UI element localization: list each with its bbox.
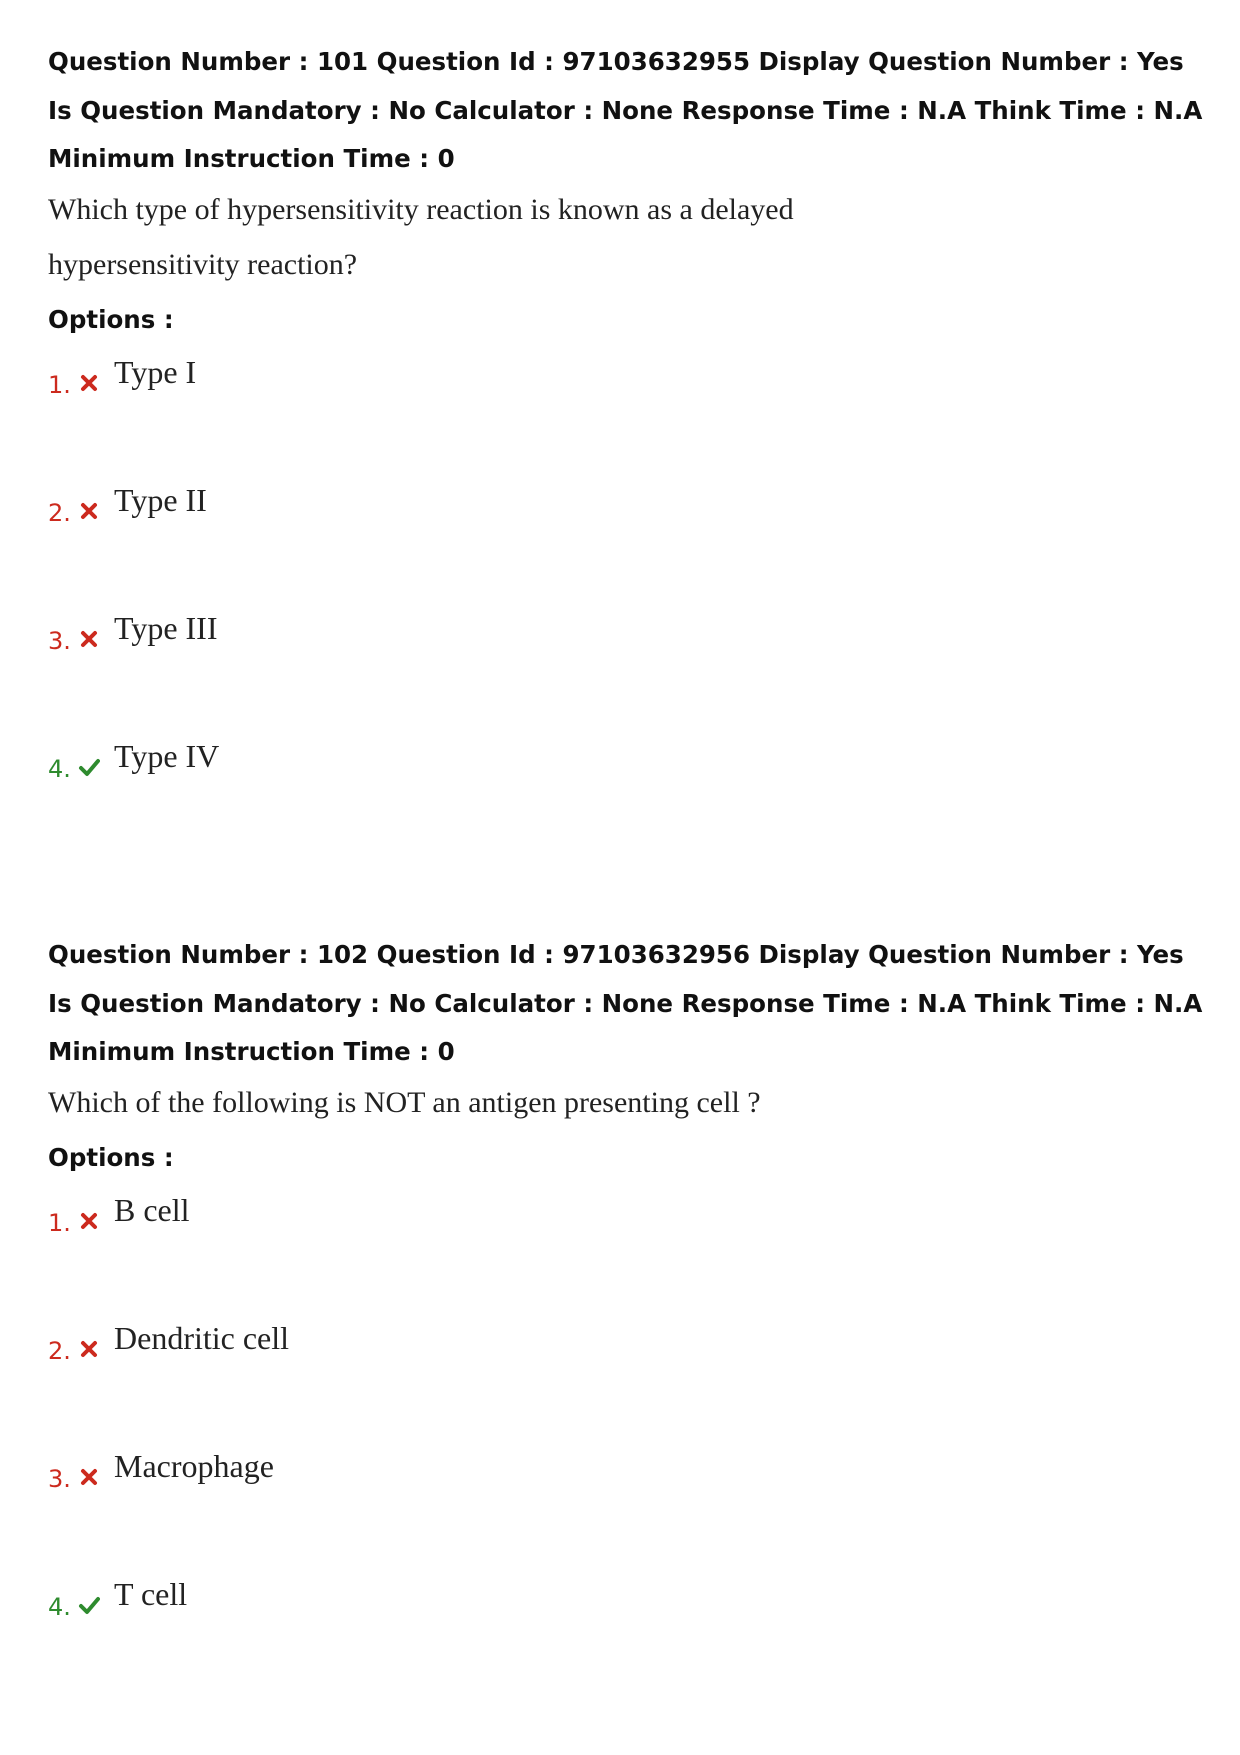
option-number: 2. (48, 1336, 71, 1365)
cross-icon (78, 628, 100, 650)
option-item (48, 1572, 1208, 1700)
question-text: Which type of hypersensitivity reaction is known as a delayed hypersensitivity reaction? (48, 192, 794, 281)
option-text: Type III (114, 609, 218, 646)
question-block (48, 931, 1208, 1700)
cross-icon (78, 1210, 100, 1232)
options-label: Options : (48, 304, 174, 334)
option-text: Type II (114, 481, 207, 518)
option-number: 2. (48, 498, 71, 527)
option-text: Dendritic cell (114, 1319, 290, 1356)
option-number: 1. (48, 1208, 71, 1237)
question-meta: Question Number : 101 Question Id : 97103632955 Display Question Number : Yes Is Question Mandatory : No Calculator : None Response Time : N.A Think Time : N.A Minimum Instruction Time : 0 (48, 47, 1203, 173)
option-text: Type I (114, 353, 197, 390)
option-item (48, 1316, 1208, 1444)
option-text: Macrophage (114, 1447, 274, 1484)
option-item (48, 350, 1208, 478)
option-text: Type IV (114, 737, 220, 774)
check-icon (78, 1594, 100, 1616)
option-text: B cell (114, 1191, 190, 1228)
option-number: 1. (48, 370, 71, 399)
cross-icon (78, 1338, 100, 1360)
question-text: Which of the following is NOT an antigen presenting cell ? (48, 1085, 761, 1119)
cross-icon (78, 500, 100, 522)
option-number: 3. (48, 1464, 71, 1493)
check-icon (78, 756, 100, 778)
options-label: Options : (48, 1142, 174, 1172)
option-number: 4. (48, 754, 71, 783)
cross-icon (78, 1466, 100, 1488)
question-meta: Question Number : 102 Question Id : 97103632956 Display Question Number : Yes Is Question Mandatory : No Calculator : None Response Time : N.A Think Time : N.A Minimum Instruction Time : 0 (48, 940, 1203, 1066)
option-number: 3. (48, 626, 71, 655)
option-item (48, 1188, 1208, 1316)
option-item (48, 734, 1208, 862)
question-page (48, 38, 1208, 1700)
cross-icon (78, 372, 100, 394)
option-text: T cell (114, 1575, 188, 1612)
option-item (48, 478, 1208, 606)
option-item (48, 1444, 1208, 1572)
question-block (48, 38, 1208, 843)
option-number: 4. (48, 1592, 71, 1621)
option-item (48, 606, 1208, 734)
